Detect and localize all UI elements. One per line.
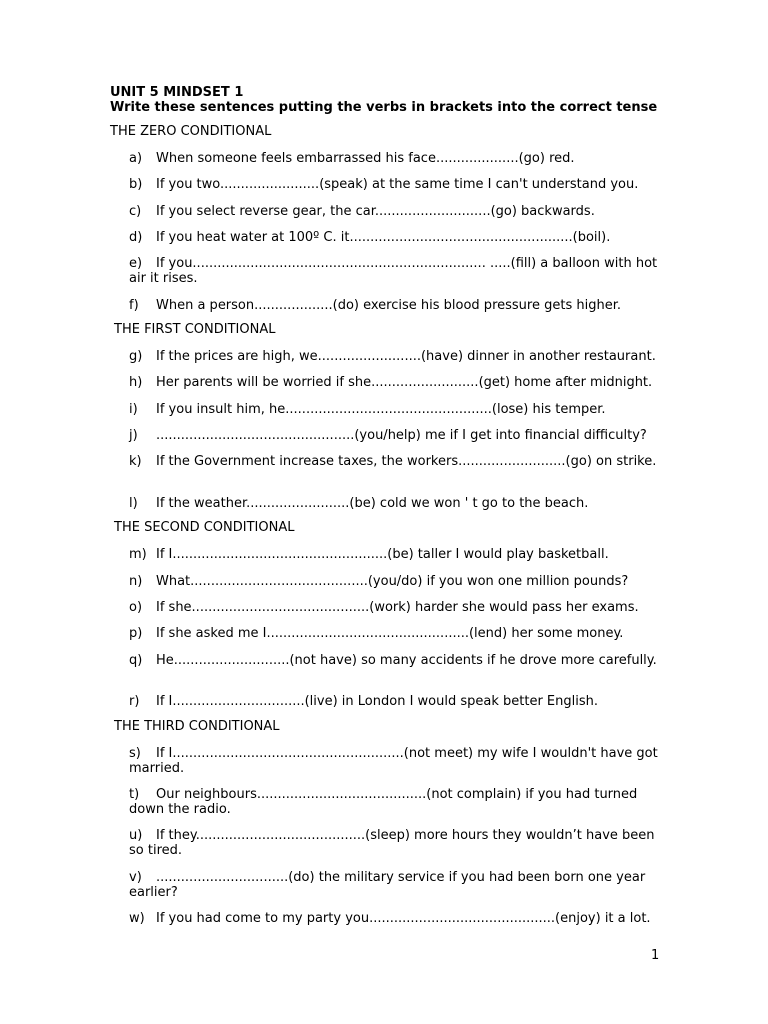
exercise-item-h xyxy=(129,375,669,390)
item-text: When someone feels embarrassed his face....................(go) red. xyxy=(156,151,575,166)
item-letter: p) xyxy=(129,626,143,641)
item-text: If I................................(live) in London I would speak better English. xyxy=(156,694,598,709)
item-text: Our neighbours.........................................(not complain) if you had turned down the radio. xyxy=(129,787,638,817)
exercise-item-a xyxy=(129,151,669,166)
item-text: If you insult him, he..................................................(lose) his temper. xyxy=(156,402,606,417)
item-text: ................................(do) the military service if you had been born one year earlier? xyxy=(129,870,646,900)
item-letter: u) xyxy=(129,828,143,843)
item-letter: b) xyxy=(129,177,143,192)
item-text: When a person...................(do) exercise his blood pressure gets higher. xyxy=(156,298,621,313)
exercise-item-g xyxy=(129,349,669,364)
item-letter: w) xyxy=(129,911,145,926)
item-text: If they.........................................(sleep) more hours they wouldn’t have been so tired. xyxy=(129,828,655,858)
item-text: If she...........................................(work) harder she would pass her exams. xyxy=(156,600,639,615)
worksheet-instructions: Write these sentences putting the verbs in brackets into the correct tense xyxy=(110,100,658,115)
item-text: If you had come to my party you.............................................(enjoy) it a lot. xyxy=(156,911,651,926)
exercise-item-w xyxy=(129,911,669,926)
exercise-item-q xyxy=(129,653,669,668)
exercise-item-m xyxy=(129,547,669,562)
exercise-item-i xyxy=(129,402,669,417)
exercise-item-n xyxy=(129,574,669,589)
item-letter: s) xyxy=(129,746,141,761)
section-heading-first-conditional: THE FIRST CONDITIONAL xyxy=(114,322,276,337)
item-letter: o) xyxy=(129,600,143,615)
item-letter: k) xyxy=(129,454,142,469)
worksheet-title: UNIT 5 MINDSET 1 xyxy=(110,85,244,100)
item-letter: v) xyxy=(129,870,142,885)
item-text: If you select reverse gear, the car............................(go) backwards. xyxy=(156,204,595,219)
exercise-item-p xyxy=(129,626,669,641)
exercise-item-f xyxy=(129,298,669,313)
exercise-item-j xyxy=(129,428,669,443)
item-letter: t) xyxy=(129,787,140,802)
exercise-item-v xyxy=(129,870,669,900)
section-heading-second-conditional: THE SECOND CONDITIONAL xyxy=(114,520,295,535)
item-text: What...........................................(you/do) if you won one million pounds? xyxy=(156,574,629,589)
item-text: If the prices are high, we.........................(have) dinner in another restaurant. xyxy=(156,349,656,364)
item-letter: m) xyxy=(129,547,147,562)
item-letter: q) xyxy=(129,653,143,668)
exercise-item-d xyxy=(129,230,669,245)
item-text: If you two........................(speak) at the same time I can't understand you. xyxy=(156,177,639,192)
item-text: If you heat water at 100º C. it......................................................(boil). xyxy=(156,230,611,245)
item-letter: f) xyxy=(129,298,139,313)
exercise-item-k xyxy=(129,454,669,469)
section-heading-third-conditional: THE THIRD CONDITIONAL xyxy=(114,719,280,734)
item-text: He............................(not have) so many accidents if he drove more carefully. xyxy=(156,653,657,668)
item-letter: g) xyxy=(129,349,143,364)
item-letter: h) xyxy=(129,375,143,390)
exercise-item-e xyxy=(129,256,669,286)
item-letter: n) xyxy=(129,574,143,589)
item-text: If she asked me I.................................................(lend) her some money. xyxy=(156,626,624,641)
exercise-item-t xyxy=(129,787,669,817)
item-letter: d) xyxy=(129,230,143,245)
exercise-item-s xyxy=(129,746,669,776)
item-letter: l) xyxy=(129,496,138,511)
item-text: If the Government increase taxes, the workers..........................(go) on strike. xyxy=(156,454,657,469)
exercise-item-l xyxy=(129,496,669,511)
item-text: ................................................(you/help) me if I get into financial difficulty? xyxy=(156,428,647,443)
item-letter: i) xyxy=(129,402,138,417)
item-letter: c) xyxy=(129,204,142,219)
exercise-item-u xyxy=(129,828,669,858)
exercise-item-r xyxy=(129,694,669,709)
exercise-item-b xyxy=(129,177,669,192)
item-letter: a) xyxy=(129,151,143,166)
item-letter: j) xyxy=(129,428,138,443)
item-text: If I........................................................(not meet) my wife I wouldn't have got married. xyxy=(129,746,658,776)
exercise-item-c xyxy=(129,204,669,219)
item-text: If I....................................................(be) taller I would play basketball. xyxy=(156,547,609,562)
exercise-item-o xyxy=(129,600,669,615)
item-letter: e) xyxy=(129,256,143,271)
item-text: Her parents will be worried if she..........................(get) home after midnight. xyxy=(156,375,653,390)
section-heading-zero-conditional: THE ZERO CONDITIONAL xyxy=(110,124,272,139)
item-letter: r) xyxy=(129,694,140,709)
item-text: If you....................................................................... .....(fill) a balloon with hot air it rises. xyxy=(129,256,658,286)
item-text: If the weather.........................(be) cold we won ' t go to the beach. xyxy=(156,496,589,511)
page-number: 1 xyxy=(651,948,660,963)
